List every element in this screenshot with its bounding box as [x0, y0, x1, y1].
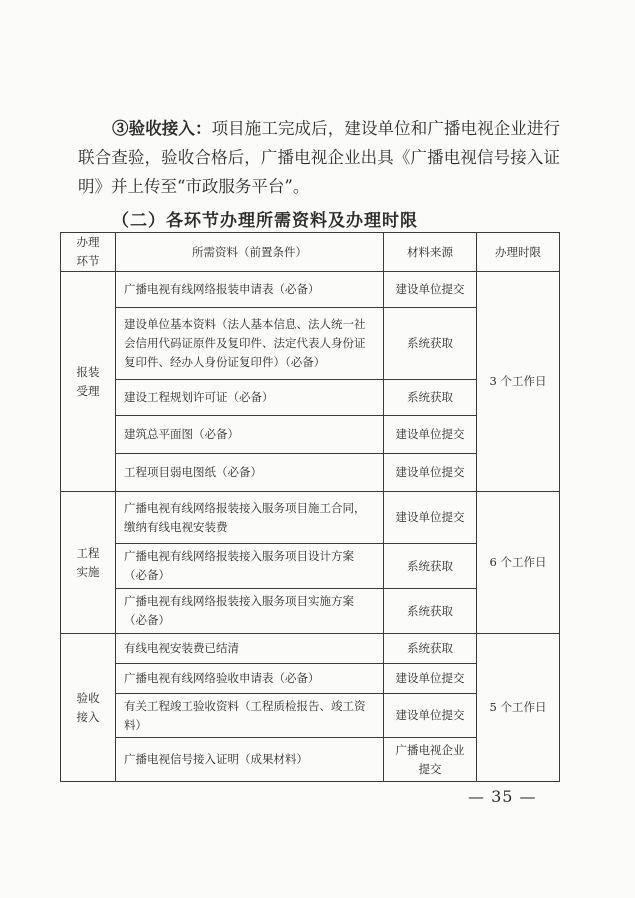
source-cell: 建设单位提交	[384, 664, 477, 694]
materials-table	[60, 232, 560, 782]
paragraph-body: 项目施工完成后，建设单位和广播电视企业进行联合查验，验收合格后，广播电视企业出具《广播电视信号接入证明》并上传至“市政服务平台”。	[78, 119, 561, 196]
table-row	[61, 492, 560, 544]
material-cell: 工程项目弱电图纸（必备）	[116, 454, 384, 492]
source-cell: 系统获取	[384, 544, 477, 589]
material-cell: 广播电视信号接入证明（成果材料）	[116, 738, 384, 782]
header-source: 材料来源	[384, 233, 477, 272]
material-cell: 广播电视有线网络报装申请表（必备）	[116, 272, 384, 308]
source-cell: 建设单位提交	[384, 272, 477, 308]
paragraph-lead: ③验收接入：	[112, 119, 212, 138]
time-limit-cell: 5 个工作日	[477, 634, 560, 782]
material-cell: 有关工程竣工验收资料（工程质检报告、竣工资料）	[116, 694, 384, 738]
stage-cell: 验收 接入	[61, 634, 116, 782]
time-limit-cell: 6 个工作日	[477, 492, 560, 634]
source-cell: 系统获取	[384, 634, 477, 664]
material-cell: 广播电视有线网络报装接入服务项目实施方案（必备）	[116, 589, 384, 634]
material-cell: 广播电视有线网络报装接入服务项目设计方案（必备）	[116, 544, 384, 589]
material-cell: 广播电视有线网络验收申请表（必备）	[116, 664, 384, 694]
source-cell: 系统获取	[384, 589, 477, 634]
page-number: — 35 —	[468, 787, 537, 806]
material-cell: 建筑总平面图（必备）	[116, 416, 384, 454]
material-cell: 有线电视安装费已结清	[116, 634, 384, 664]
table-body	[61, 272, 560, 782]
time-limit-cell: 3 个工作日	[477, 272, 560, 492]
source-cell: 建设单位提交	[384, 492, 477, 544]
source-cell: 建设单位提交	[384, 694, 477, 738]
stage-cell: 工程 实施	[61, 492, 116, 634]
material-cell: 广播电视有线网络报装接入服务项目施工合同，缴纳有线电视安装费	[116, 492, 384, 544]
table-row	[61, 634, 560, 664]
source-cell: 广播电视企业 提交	[384, 738, 477, 782]
source-cell: 建设单位提交	[384, 416, 477, 454]
source-cell: 系统获取	[384, 308, 477, 380]
source-cell: 系统获取	[384, 380, 477, 416]
stage-cell: 报装 受理	[61, 272, 116, 492]
table-header-row	[61, 233, 560, 272]
section-title: （二）各环节办理所需资料及办理时限	[112, 211, 418, 231]
body-paragraph	[78, 114, 560, 201]
source-cell: 建设单位提交	[384, 454, 477, 492]
table-row	[61, 272, 560, 308]
material-cell: 建设工程规划许可证（必备）	[116, 380, 384, 416]
header-stage: 办理 环节	[61, 233, 116, 272]
header-materials: 所需资料（前置条件）	[116, 233, 384, 272]
material-cell: 建设单位基本资料（法人基本信息、法人统一社会信用代码证原件及复印件、法定代表人身份证复印件、经办人身份证复印件）（必备）	[116, 308, 384, 380]
header-limit: 办理时限	[477, 233, 560, 272]
